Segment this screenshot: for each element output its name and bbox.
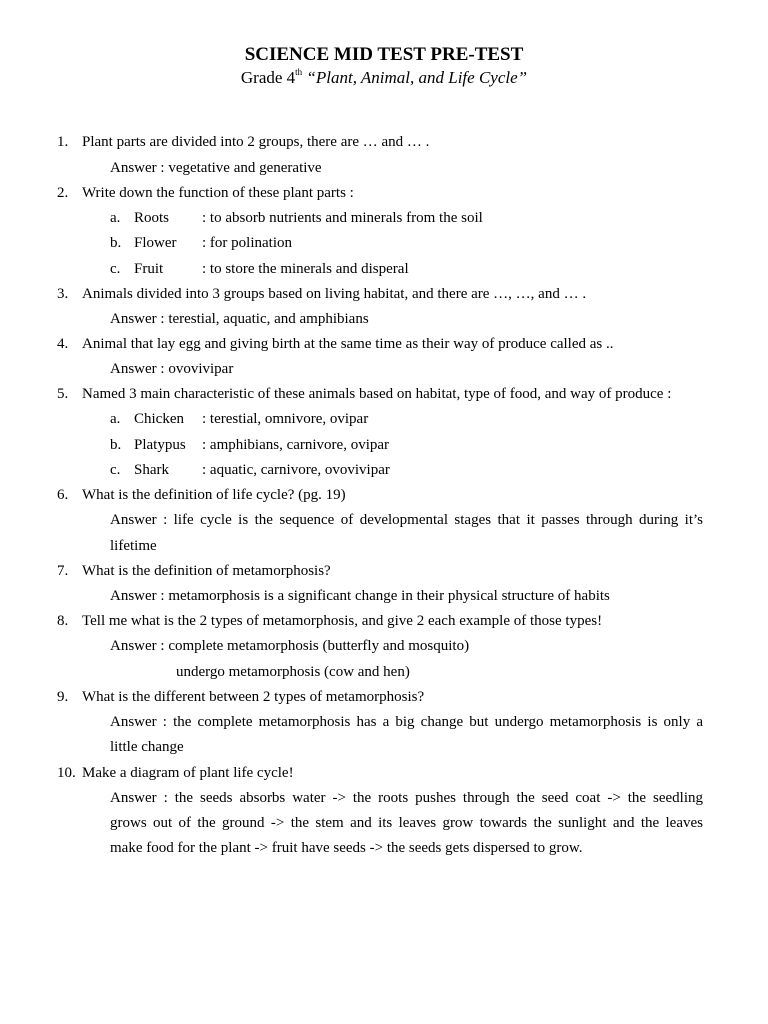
- question-text: Write down the function of these plant parts :: [82, 185, 354, 201]
- answer-10-line-1: Answer : the seeds absorbs water -> the roots pushes through the seed coat -> the seedling: [110, 790, 703, 806]
- sub-item-name: Chicken: [134, 411, 184, 427]
- sub-item-name: Fruit: [134, 261, 164, 277]
- question-number: 6.: [57, 487, 69, 503]
- sub-item-desc: : to absorb nutrients and minerals from the soil: [202, 210, 483, 226]
- question-number: 7.: [57, 563, 69, 579]
- grade-label: Grade 4: [240, 68, 296, 87]
- sub-item-letter: c.: [110, 462, 121, 478]
- answer-9-line-1: Answer : the complete metamorphosis has a big change but undergo metamorphosis is only a: [110, 714, 703, 730]
- question-text: Make a diagram of plant life cycle!: [82, 765, 294, 781]
- question-number: 10.: [57, 765, 76, 781]
- question-text: What is the different between 2 types of metamorphosis?: [82, 689, 425, 705]
- question-text: What is the definition of life cycle? (pg. 19): [82, 487, 346, 503]
- answer-4: Answer : ovovivipar: [110, 361, 234, 377]
- sub-item-desc: : amphibians, carnivore, ovipar: [202, 437, 390, 453]
- answer-7: Answer : metamorphosis is a significant change in their physical structure of habits: [110, 588, 610, 604]
- sub-item-letter: b.: [110, 437, 122, 453]
- sub-item-name: Flower: [134, 235, 177, 251]
- question-number: 4.: [57, 336, 69, 352]
- sub-item-letter: a.: [110, 411, 121, 427]
- question-number: 2.: [57, 185, 69, 201]
- answer-10-line-3: make food for the plant -> fruit have seeds -> the seeds gets dispersed to grow.: [110, 840, 583, 856]
- question-number: 1.: [57, 134, 69, 150]
- question-text: Animals divided into 3 groups based on living habitat, and there are …, …, and … .: [82, 286, 587, 302]
- question-text: Animal that lay egg and giving birth at the same time as their way of produce called as ..: [82, 336, 614, 352]
- sub-item-letter: a.: [110, 210, 121, 226]
- answer-8-line-2: undergo metamorphosis (cow and hen): [176, 664, 410, 680]
- sub-item-name: Platypus: [134, 437, 186, 453]
- answer-3: Answer : terestial, aquatic, and amphibians: [110, 311, 369, 327]
- sub-item-letter: c.: [110, 261, 121, 277]
- sub-item-desc: : aquatic, carnivore, ovovivipar: [202, 462, 390, 478]
- page-title: SCIENCE MID TEST PRE-TEST: [244, 44, 524, 65]
- page-subtitle: [0, 67, 768, 89]
- question-text: Named 3 main characteristic of these animals based on habitat, type of food, and way of produce :: [82, 386, 672, 402]
- sub-item-letter: b.: [110, 235, 122, 251]
- sub-item-name: Shark: [134, 462, 169, 478]
- sub-item-desc: : for polination: [202, 235, 292, 251]
- question-number: 9.: [57, 689, 69, 705]
- answer-10-line-2: grows out of the ground -> the stem and its leaves grow towards the sunlight and the leaves: [110, 815, 703, 831]
- answer-6-line-2: lifetime: [110, 538, 157, 554]
- question-number: 3.: [57, 286, 69, 302]
- topic-title: “Plant, Animal, and Life Cycle”: [306, 68, 528, 87]
- answer-1: Answer : vegetative and generative: [110, 160, 322, 176]
- question-text: Tell me what is the 2 types of metamorphosis, and give 2 each example of those types!: [82, 613, 603, 629]
- sub-item-name: Roots: [134, 210, 170, 226]
- question-number: 5.: [57, 386, 69, 402]
- question-number: 8.: [57, 613, 69, 629]
- question-text: What is the definition of metamorphosis?: [82, 563, 331, 579]
- answer-9-line-2: little change: [110, 739, 184, 755]
- answer-8-line-1: Answer : complete metamorphosis (butterfly and mosquito): [110, 638, 470, 654]
- question-text: Plant parts are divided into 2 groups, there are … and … .: [82, 134, 430, 150]
- answer-6-line-1: Answer : life cycle is the sequence of developmental stages that it passes through during it’s: [110, 512, 703, 528]
- sub-item-desc: : terestial, omnivore, ovipar: [202, 411, 369, 427]
- grade-superscript: th: [295, 67, 303, 77]
- sub-item-desc: : to store the minerals and disperal: [202, 261, 409, 277]
